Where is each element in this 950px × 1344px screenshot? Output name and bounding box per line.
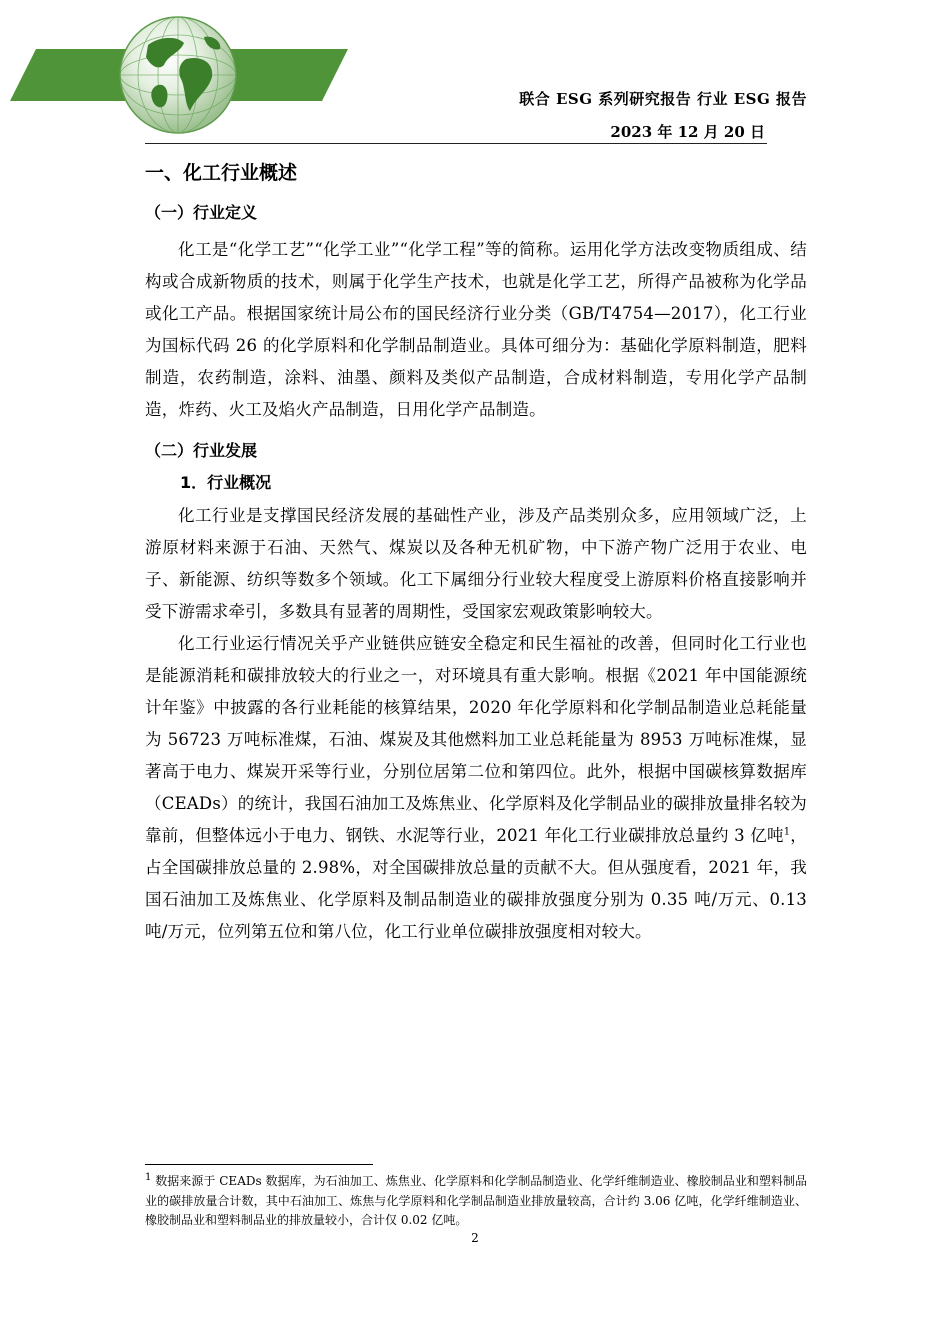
paragraph-definition: 化工是“化学工艺”“化学工业”“化学工程”等的简称。运用化学方法改变物质组成、结构或合成新物质的技术，则属于化学生产技术，也就是化学工艺，所得产品被称为化学品或化工产品。根据国家统计局公布的国民经济行业分类（GB/T4754—2017），化工行业为国标代码 26 的化学原料和化学制品制造业。具体可细分为：基础化学原料制造，肥料制造，农药制造，涂料、油墨、颜料及类似产品制造，合成材料制造，专用化学产品制造，炸药、火工及焰火产品制造，日用化学产品制造。: [145, 240, 807, 419]
paragraph-emissions-part1: 化工行业运行情况关乎产业链供应链安全稳定和民生福祉的改善，但同时化工行业也是能源消耗和碳排放较大的行业之一，对环境具有重大影响。根据《2021 年中国能源统计年鉴》中披露的各行业耗能的核算结果，2020 年化学原料和化学制品制造业总耗能量为 56723 万吨标准煤，石油、煤炭及其他燃料加工业总耗能量为 8953 万吨标准煤，显著高于电力、煤炭开采等行业，分别位居第二位和第四位。此外，根据中国碳核算数据库（CEADs）的统计，我国石油加工及炼焦业、化学原料及化学制品业的碳排放量排名较为靠前，但整体远小于电力、钢铁、水泥等行业，2021 年化工行业碳排放总量约 3 亿吨: [145, 634, 807, 845]
footnote-mark: 1: [145, 1172, 152, 1183]
item-heading-overview: 1．行业概况: [180, 473, 272, 492]
header-date: 2023 年 12 月 20 日: [610, 123, 765, 141]
footnote-text: 数据来源于 CEADs 数据库，为石油加工、炼焦业、化学原料和化学制品制造业、化学纤维制造业、橡胶制品业和塑料制品业的碳排放量合计数，其中石油加工、炼焦与化学原料和化学制品制造业排放量较高，合计约 3.06 亿吨，化学纤维制造业、橡胶制品业和塑料制品业的排放量较小，合计仅 0.02 亿吨。: [145, 1174, 807, 1227]
paragraph-emissions-part2: ，占全国碳排放总量的 2.98%，对全国碳排放总量的贡献不大。但从强度看，2021 年，我国石油加工及炼焦业、化学原料及制品制造业的碳排放强度分别为 0.35 吨/万元、0.13 吨/万元，位列第五位和第八位，化工行业单位碳排放强度相对较大。: [145, 826, 808, 941]
document-body: [145, 155, 807, 948]
paragraph-overview: 化工行业是支撑国民经济发展的基础性产业，涉及产品类别众多，应用领域广泛，上游原材料来源于石油、天然气、煤炭以及各种无机矿物，中下游产物广泛用于农业、电子、新能源、纺织等数多个领域。化工下属细分行业较大程度受上游原料价格直接影响并受下游需求牵引，多数具有显著的周期性，受国家宏观政策影响较大。: [145, 506, 807, 621]
header-report-title: 联合 ESG 系列研究报告 行业 ESG 报告: [519, 90, 807, 108]
subsection-heading-definition: （一）行业定义: [145, 203, 258, 222]
footnote: [145, 1172, 807, 1231]
section-heading: 一、化工行业概述: [145, 162, 298, 184]
subsection-heading-development: （二）行业发展: [145, 441, 258, 460]
page-number: 2: [471, 1231, 479, 1245]
footnote-divider: [145, 1164, 373, 1165]
paragraph-emissions: [145, 628, 807, 948]
header-divider: [145, 143, 767, 144]
footnote-reference[interactable]: 1: [783, 826, 791, 838]
globe-logo: [8, 15, 348, 135]
